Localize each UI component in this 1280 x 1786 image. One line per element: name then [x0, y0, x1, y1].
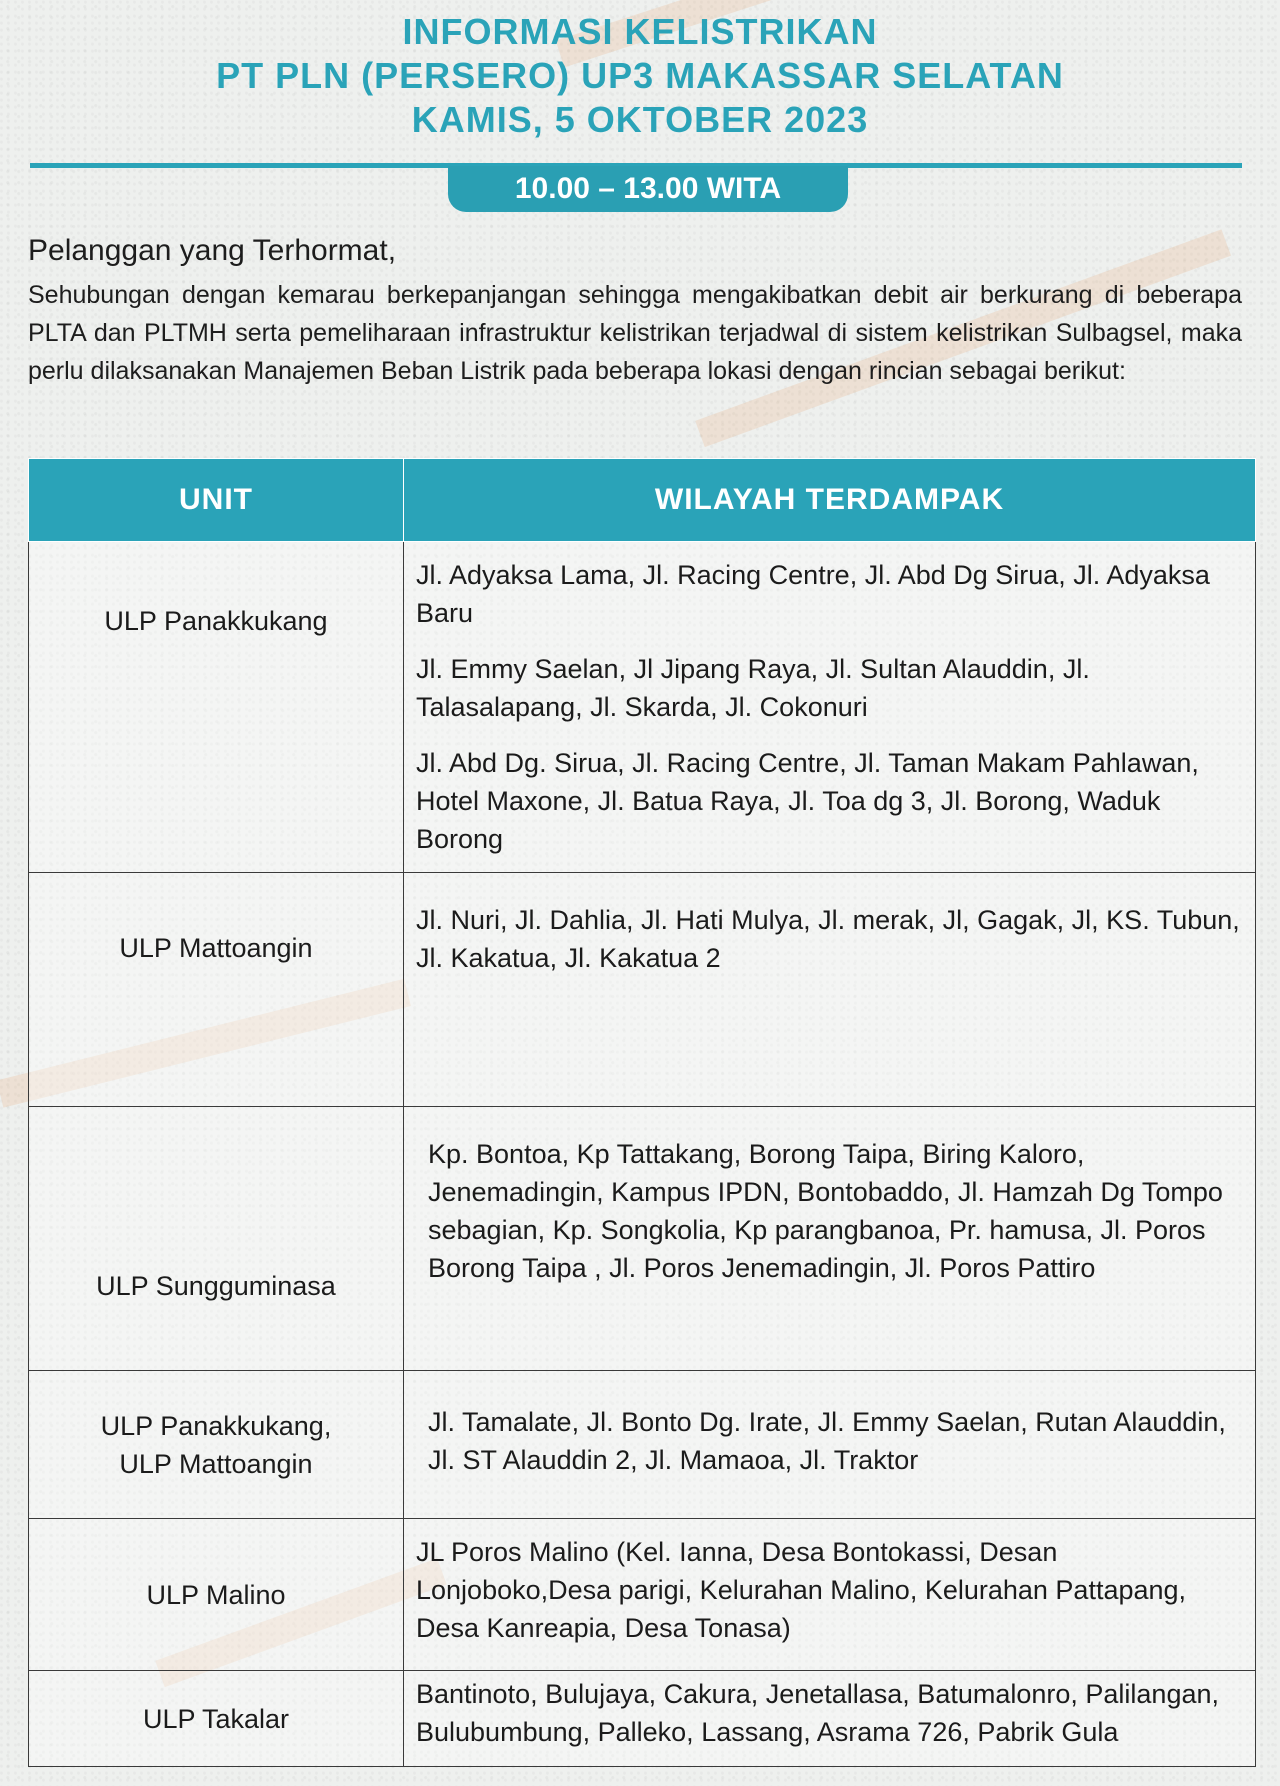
unit-name: ULP Malino: [146, 1579, 286, 1610]
area-cell: [404, 542, 1256, 873]
greeting: Pelanggan yang Terhormat,: [28, 234, 397, 267]
unit-cell: [29, 1671, 404, 1767]
area-text: Jl. Adyaksa Lama, Jl. Racing Centre, Jl. Abd Dg Sirua, Jl. Adyaksa Baru: [416, 560, 1210, 628]
area-cell: [404, 873, 1256, 1107]
table-row: [29, 1671, 1256, 1767]
table-row: [29, 1519, 1256, 1671]
area-text: Jl. Abd Dg. Sirua, Jl. Racing Centre, Jl. Taman Makam Pahlawan, Hotel Maxone, Jl. Batua Raya, Jl. Toa dg 3, Jl. Borong, Waduk Borong: [416, 748, 1199, 854]
area-text: Jl. Emmy Saelan, Jl Jipang Raya, Jl. Sultan Alauddin, Jl. Talasalapang, Jl. Skarda, Jl. Cokonuri: [416, 654, 1090, 722]
table-row: [29, 1371, 1256, 1519]
intro-paragraph: Sehubungan dengan kemarau berkepanjangan sehingga mengakibatkan debit air berkurang di beberapa PLTA dan PLTMH serta pemeliharaan infrastruktur kelistrikan terjadwal di sistem kelistrikan Sulbagsel, maka perlu dilaksanakan Manajemen Beban Listrik pada beberapa lokasi dengan rincian sebagai berikut:: [28, 281, 1242, 385]
area-text: Kp. Bontoa, Kp Tattakang, Borong Taipa, Biring Kaloro, Jenemadingin, Kampus IPDN, Bontobaddo, Jl. Hamzah Dg Tompo sebagian, Kp. Songkolia, Kp parangbanoa, Pr. hamusa, Jl. Poros Borong Taipa , Jl. Poros Jenemadingin, Jl. Poros Pattiro: [428, 1139, 1223, 1283]
unit-cell: [29, 1371, 404, 1519]
column-header-area: WILAYAH TERDAMPAK: [404, 459, 1256, 542]
header-date: KAMIS, 5 OKTOBER 2023: [411, 99, 869, 140]
area-text: JL Poros Malino (Kel. Ianna, Desa Bontokassi, Desan Lonjoboko,Desa parigi, Kelurahan Malino, Kelurahan Pattapang, Desa Kanreapia, Desa Tonasa): [416, 1537, 1187, 1643]
area-cell: [404, 1519, 1256, 1671]
table-header-row: [29, 459, 1256, 542]
unit-name: ULP Sungguminasa: [96, 1271, 336, 1301]
area-text: Bantinoto, Bulujaya, Cakura, Jenetallasa, Batumalonro, Palilangan, Bulubumbung, Palleko, Lassang, Asrama 726, Pabrik Gula: [416, 1679, 1219, 1747]
area-cell: [404, 1371, 1256, 1519]
area-text: Jl. Tamalate, Jl. Bonto Dg. Irate, Jl. Emmy Saelan, Rutan Alauddin, Jl. ST Alauddin 2, Jl. Mamaoa, Jl. Traktor: [428, 1407, 1226, 1475]
unit-name: ULP Panakkukang,: [100, 1410, 332, 1441]
unit-cell: [29, 1519, 404, 1671]
area-cell: [404, 1671, 1256, 1767]
time-badge: 10.00 – 13.00 WITA: [448, 166, 848, 212]
unit-name: ULP Mattoangin: [119, 933, 313, 963]
table-row: [29, 873, 1256, 1107]
header: [0, 0, 1280, 142]
unit-cell: [29, 873, 404, 1107]
header-company: PT PLN (PERSERO) UP3 MAKASSAR SELATAN: [216, 55, 1064, 96]
unit-name: ULP Mattoangin: [119, 1448, 313, 1479]
area-cell: [404, 1107, 1256, 1371]
unit-name: ULP Takalar: [142, 1703, 290, 1734]
area-text: Jl. Nuri, Jl. Dahlia, Jl. Hati Mulya, Jl. merak, Jl, Gagak, Jl, KS. Tubun, Jl. Kakatua, Jl. Kakatua 2: [416, 905, 1240, 973]
table-row: [29, 542, 1256, 873]
table-row: [29, 1107, 1256, 1371]
outage-table: [28, 458, 1256, 1767]
unit-cell: [29, 1107, 404, 1371]
column-header-unit: UNIT: [29, 459, 404, 542]
unit-cell: [29, 542, 404, 873]
unit-name: ULP Panakkukang: [104, 606, 328, 636]
header-title: INFORMASI KELISTRIKAN: [402, 11, 878, 52]
